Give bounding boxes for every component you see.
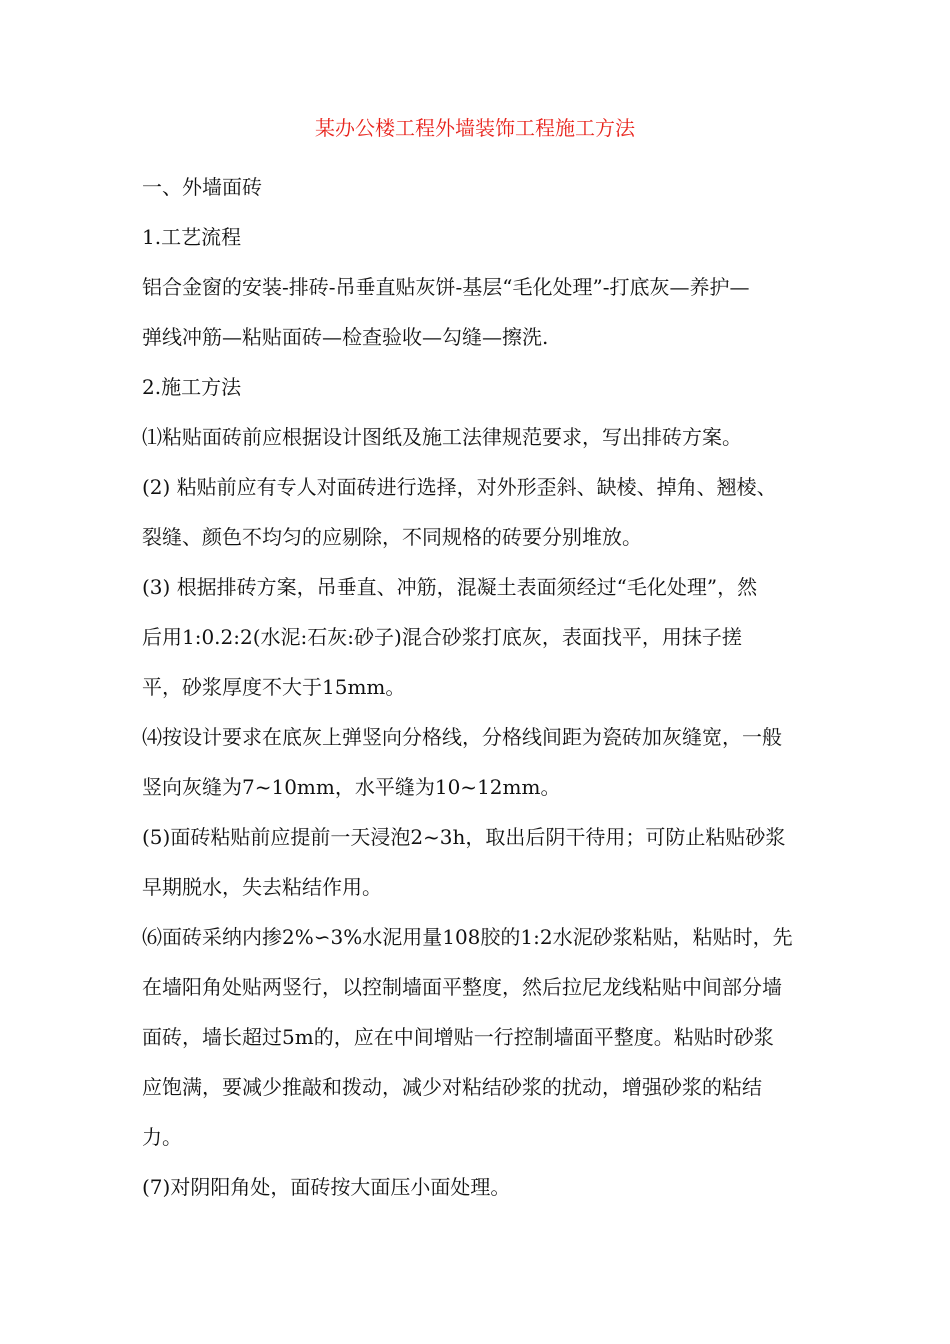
method-item-5-line-1: (5)面砖粘贴前应提前一天浸泡2~3h，取出后阴干待用；可防止粘贴砂浆 bbox=[142, 825, 786, 849]
method-item-2-line-2: 裂缝、颜色不均匀的应剔除，不同规格的砖要分别堆放。 bbox=[142, 525, 642, 549]
document-title: 某办公楼工程外墙装饰工程施工方法 bbox=[315, 116, 635, 140]
method-item-6-line-2: 在墙阳角处贴两竖行，以控制墙面平整度，然后拉尼龙线粘贴中间部分墙 bbox=[142, 975, 782, 999]
method-item-4-line-2: 竖向灰缝为7~10mm，水平缝为10~12mm。 bbox=[142, 775, 561, 799]
method-item-1: ⑴粘贴面砖前应根据设计图纸及施工法律规范要求，写出排砖方案。 bbox=[142, 425, 742, 449]
subsection-heading-method: 2.施工方法 bbox=[142, 375, 242, 399]
document-body bbox=[142, 162, 832, 1212]
method-item-4-line-1: ⑷按设计要求在底灰上弹竖向分格线，分格线间距为瓷砖加灰缝宽，一般 bbox=[142, 725, 782, 749]
method-item-3-line-3: 平，砂浆厚度不大于15mm。 bbox=[142, 675, 406, 699]
section-heading-1: 一、外墙面砖 bbox=[142, 175, 262, 199]
subsection-heading-process: 1.工艺流程 bbox=[142, 225, 242, 249]
method-item-3-line-1: (3) 根据排砖方案，吊垂直、冲筋，混凝土表面须经过“毛化处理”，然 bbox=[142, 575, 758, 599]
process-line-1: 铝合金窗的安装-排砖-吊垂直贴灰饼-基层“毛化处理”-打底灰—养护— bbox=[142, 275, 750, 299]
method-item-2-line-1: (2) 粘贴前应有专人对面砖进行选择，对外形歪斜、缺棱、掉角、翘棱、 bbox=[142, 475, 777, 499]
method-item-7: (7)对阴阳角处，面砖按大面压小面处理。 bbox=[142, 1175, 511, 1199]
method-item-5-line-2: 早期脱水，失去粘结作用。 bbox=[142, 875, 382, 899]
method-item-6-line-4: 应饱满，要减少推敲和拨动，减少对粘结砂浆的扰动，增强砂浆的粘结 bbox=[142, 1075, 762, 1099]
method-item-3-line-2: 后用1:0.2:2(水泥:石灰:砂子)混合砂浆打底灰，表面找平，用抹子搓 bbox=[142, 625, 742, 649]
method-item-6-line-5: 力。 bbox=[142, 1125, 182, 1149]
method-item-6-line-3: 面砖，墙长超过5m的，应在中间增贴一行控制墙面平整度。粘贴时砂浆 bbox=[142, 1025, 774, 1049]
method-item-6-line-1: ⑹面砖采纳内掺2%∽3%水泥用量108胶的1:2水泥砂浆粘贴，粘贴时，先 bbox=[142, 925, 793, 949]
process-line-2: 弹线冲筋—粘贴面砖—检查验收—勾缝—擦洗. bbox=[142, 325, 549, 349]
